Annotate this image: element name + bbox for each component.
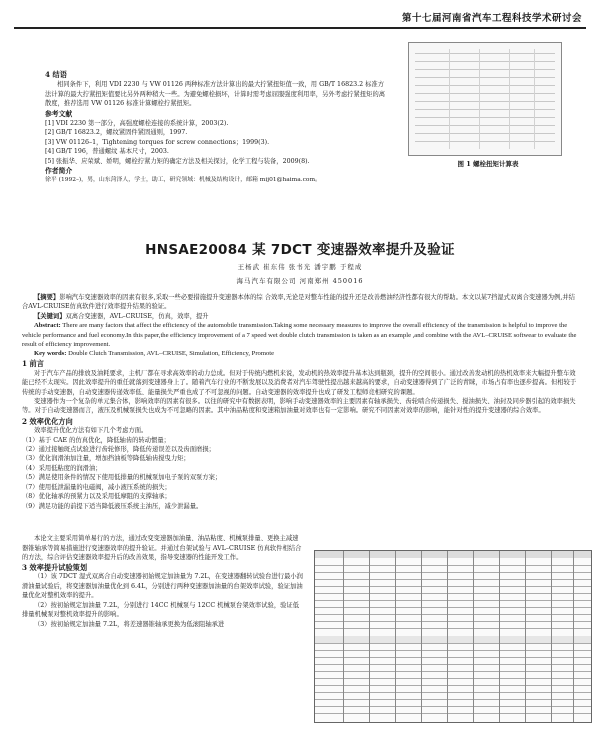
reference-item: [4] GB/T 196，普通螺纹 基本尺寸，2003. bbox=[45, 148, 169, 156]
abstract-en-text: There are many factors that affect the efficiency of the automobile transmission.Taking some necessary measures to improve the overall efficiency of the transmission is helpful to improve the vehicle performance and fuel economy.In this paper,the efficiency improvement of a 7 speed wet double clutch transmission is taken as an example ,and combine with the AVL–CRUISE softwear to evaluate the result of efficiency improvement. bbox=[22, 322, 577, 348]
conclusion-text: 相同条件下，利用 VDI 2230 与 VW 01126 两种标准方法计算出的最大拧紧扭矩值一致，用 GB/T 16823.2 标准方法计算的最大拧紧扭矩值要比另外两种稍大一些。为避免螺栓损坏，计算时需考虑屈服强度利用率，另外考虑拧紧扭矩的离散度，推荐选用 VW 01126 标准计算螺栓拧紧扭矩。 bbox=[45, 81, 386, 108]
figure-caption: 图 1 螺栓扭矩计算表 bbox=[457, 160, 519, 168]
efficiency-data-table-image bbox=[314, 550, 592, 723]
section-1-paragraph: 变速器作为一个复杂的单元集合体，影响效率的因素有很多。以往的研究中有数据表明，影响手动变速器效率的主要因素有轴承损失、齿轮啮合传递损失、搅油损失、油封及同步器引起的效率损失等。对于自动变速器而言，液压及机械泵损失也成为不可忽略的因素。其中油品粘度和变速箱加油量对效率也有一定影响。研究不同因素对效率的影响，能针对性的提升变速器的综合效率。 bbox=[22, 398, 576, 415]
keywords-en-label: Key words: bbox=[34, 350, 67, 358]
abstract-cn bbox=[22, 293, 578, 312]
author-bio: 徐平 (1992–)，男，山东菏泽人，学士，助工，研究领域：机械及结构设计，邮箱 mij01@haima.com。 bbox=[45, 177, 321, 184]
list-item: （9）满足功能的前提下适当降低液压系统主油压，减少泄漏量。 bbox=[22, 502, 203, 510]
header-rule bbox=[14, 27, 586, 29]
bolt-torque-table-figure bbox=[408, 42, 562, 156]
list-item: （4）采用低粘度的润滑油； bbox=[22, 464, 102, 472]
keywords-cn bbox=[22, 312, 578, 321]
list-item: （1）该 7DCT 湿式双离合自动变速器初始规定加油量为 7.2L，在变速器翻转试验台进行最小润滑油量试验后，将变速器加油量优化到 6.4L，分别进行两种变速器加油量的台架效率试验，验证加油量优化对整机效率的提升。 bbox=[22, 573, 303, 599]
affiliation: 海马汽车有限公司 河南郑州 450016 bbox=[236, 277, 364, 285]
article-body-lower-column bbox=[22, 534, 304, 629]
list-item: （2）按初始规定加油量 7.2L，分别进行 14CC 机械泵与 12CC 机械泵台架效率试验，验证低排量机械泵对整机效率提升的影响。 bbox=[22, 601, 300, 618]
section-2-heading: 2 效率优化方向 bbox=[22, 416, 73, 426]
reference-item: [1] VDI 2230 第一部分，高强度螺栓连接的系统计算，2003(2). bbox=[45, 120, 229, 128]
list-item: （5）满足使用条件的情况下使用低排量的机械泵加电子泵的双泵方案； bbox=[22, 474, 222, 482]
keywords-label: 【关键词】 bbox=[34, 312, 66, 320]
section-1-heading: 1 前言 bbox=[22, 359, 44, 369]
abstract-label: 【摘要】 bbox=[34, 294, 60, 301]
section-1-paragraph: 对于汽车产品的排放及油耗要求，主机厂都在寻求高效率的动力总成。但对于传统内燃机来说，发动机的热效率提升基本达到瓶颈，提升的空间很小。通过改善发动机的热机效率来大幅提升整车效能已经不太现实。因此效率提升的重任就落到变速器身上了。随着汽车行业的不断发展以及消费者对汽车驾驶性提出越来越高的要求，自动变速器得到了广泛的青睐，市场占有率也逐步提高。但相较于传统的手动变速器，自动变速器传递效率低、能量损失严重也成了不可忽视的问题。自动变速器的效率提升也成了研发工程师竞相研究的课题。 bbox=[22, 369, 577, 396]
section-3-heading: 3 效率提升试验策划 bbox=[22, 562, 88, 572]
keywords-cn-text: 双离合变速器，AVL–CRUISE，仿真，效率，提升 bbox=[65, 312, 209, 320]
references-heading: 参考文献 bbox=[45, 109, 73, 118]
previous-article-tail bbox=[45, 70, 390, 186]
conclusion-heading: 4 结语 bbox=[45, 70, 67, 79]
list-item: （3）优化润滑油加注量，增加挡油板等降低轴齿搅曳力矩； bbox=[22, 455, 190, 463]
running-header: 第十七届河南省汽车工程科技学术研讨会 bbox=[401, 13, 582, 24]
list-item: （3）按初始规定加油量 7.2L，将差速器锥轴承更换为低滚阻轴承进 bbox=[34, 620, 225, 628]
list-item: （8）优化轴承的预紧力以及采用低摩阻的支撑轴承； bbox=[22, 493, 171, 501]
keywords-en bbox=[22, 349, 578, 358]
list-item: （2）通过接触斑点试验进行齿轮修形，降低传递误差以及齿面磨损； bbox=[22, 446, 215, 454]
abstract-en-label: Abstract: bbox=[34, 322, 61, 330]
reference-item: [3] VW 01126–1，Tightening torques for screw connections；1999(3). bbox=[45, 138, 270, 146]
article-body bbox=[22, 293, 578, 511]
list-item: （1）基于 CAE 的仿真优化，降低轴齿的转动惯量； bbox=[22, 436, 170, 444]
author-list: 王杨武 崔东伟 张书光 潘宇鹏 于程成 bbox=[237, 263, 363, 271]
paper-title: HNSAE20084 某 7DCT 变速器效率提升及验证 bbox=[145, 242, 455, 258]
author-bio-heading: 作者简介 bbox=[45, 167, 73, 176]
reference-item: [2] GB/T 16823.2，螺纹紧固件紧固通则，1997. bbox=[45, 129, 188, 137]
section-2-intro: 效率提升优化方法有如下几个考虑方面。 bbox=[34, 427, 148, 435]
abstract-cn-text: 影响汽车变速器效率的因素有很多,采取一些必要措施提升变速器本体的综 合效率,无论是对整车性能的提升还是改善燃油经济性都有很大的帮助。本文以某7挡湿式双离合变速器为例,并结合AVL-CRUISE仿真软件进行效率提升结果的验证。 bbox=[22, 294, 575, 311]
keywords-en-text: Double Clutch Transmission, AVL–CRUISE, Simulation, Efficiency, Promote bbox=[68, 350, 275, 358]
section-2-conclusion: 本论文主要采用简单易行的方法，通过改变变速器加油量、油品粘度、机械泵排量、更换主减速器锥轴承等简易措施进行变速器效率的提升验证。并通过台架试验与 AVL–CRUISE 仿真软件相结合的方法，综合评估变速器效率提升后的改善效果，指导变速器的性能开发工作。 bbox=[22, 535, 302, 561]
abstract-en bbox=[22, 321, 578, 349]
list-item: （7）使用低泄漏量的电磁阀，减小液压系统的损失； bbox=[22, 483, 171, 491]
reference-item: [5] 张振华、应荣斌、娇明，螺栓拧紧力矩的确定方法及相关探讨，化学工程与装备，2009(8). bbox=[45, 157, 310, 165]
